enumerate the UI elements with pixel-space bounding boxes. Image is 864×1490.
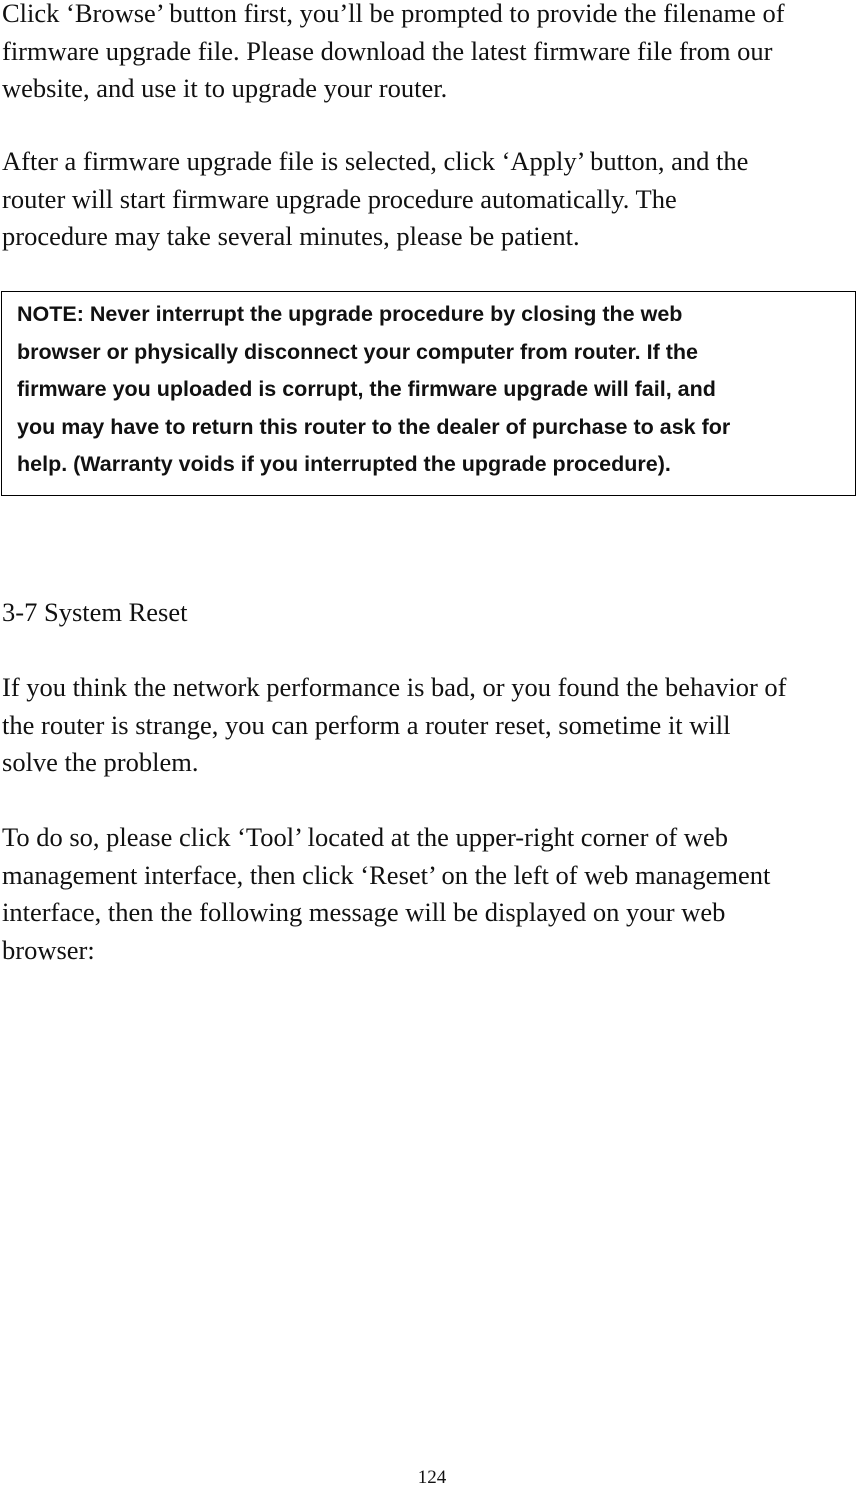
- text-line: website, and use it to upgrade your router.: [2, 73, 448, 103]
- note-line: NOTE: Never interrupt the upgrade procedure by closing the web: [17, 302, 683, 326]
- note-line: you may have to return this router to the dealer of purchase to ask for: [17, 414, 731, 439]
- text-line: Click ‘Browse’ button first, you’ll be prompted to provide the filename of: [2, 0, 785, 28]
- text-line: solve the problem.: [2, 747, 199, 777]
- paragraph-reset-steps: [2, 819, 864, 969]
- note-line: browser or physically disconnect your computer from router. If the: [17, 339, 698, 364]
- paragraph-browse-intro: [2, 0, 864, 108]
- page-number: 124: [417, 1467, 447, 1488]
- text-line: router will start firmware upgrade procedure automatically. The: [2, 183, 677, 214]
- note-text: [17, 296, 730, 484]
- text-line: management interface, then click ‘Reset’ on the left of web management: [2, 859, 771, 890]
- paragraph-apply-intro: [2, 143, 864, 256]
- text-line: procedure may take several minutes, please be patient.: [2, 221, 580, 251]
- paragraph-reset-intro: [2, 669, 864, 782]
- text-line: interface, then the following message will be displayed on your web: [2, 897, 726, 927]
- note-line: help. (Warranty voids if you interrupted the upgrade procedure).: [17, 452, 671, 476]
- section-heading: 3-7 System Reset: [2, 597, 188, 627]
- text-line: the router is strange, you can perform a router reset, sometime it will: [2, 709, 731, 740]
- text-line: firmware upgrade file. Please download the latest firmware file from our: [2, 35, 773, 66]
- text-line: After a firmware upgrade file is selected, click ‘Apply’ button, and the: [2, 146, 749, 176]
- text-line: To do so, please click ‘Tool’ located at the upper-right corner of web: [2, 822, 728, 852]
- note-line: firmware you uploaded is corrupt, the firmware upgrade will fail, and: [17, 377, 716, 401]
- text-line: browser:: [2, 934, 95, 965]
- text-line: If you think the network performance is bad, or you found the behavior of: [2, 672, 787, 702]
